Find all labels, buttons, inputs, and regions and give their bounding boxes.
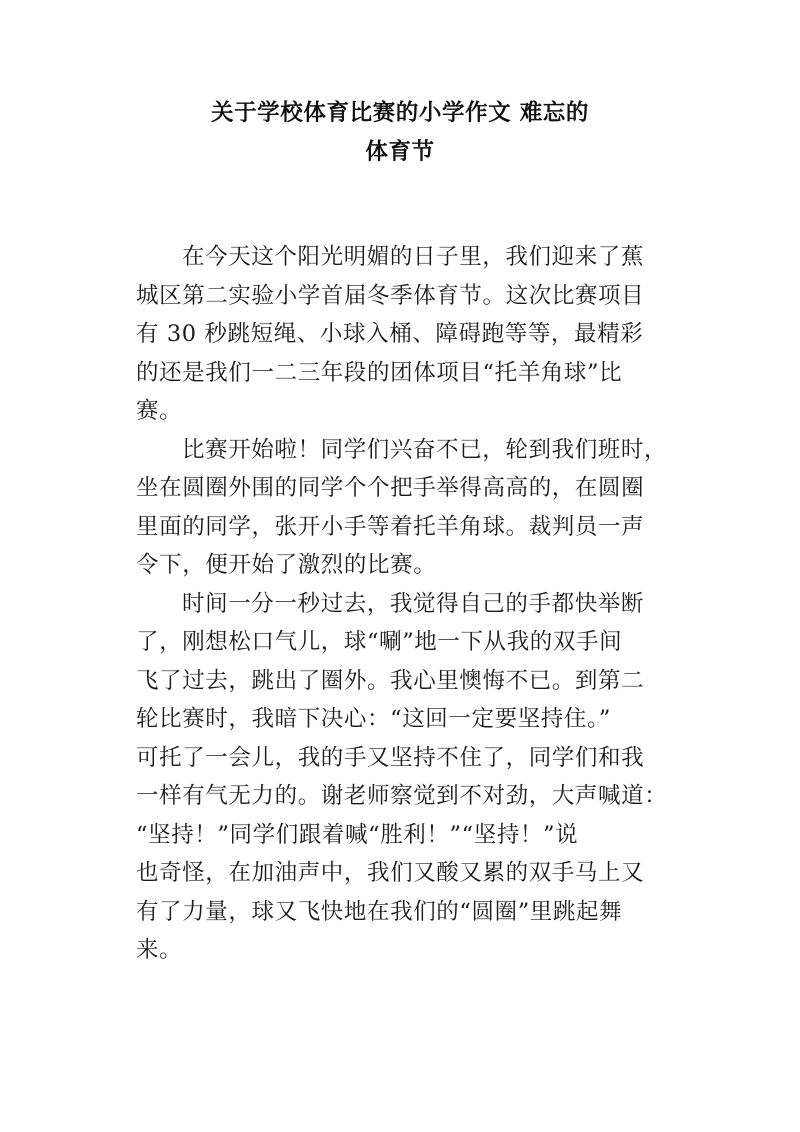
title-line-2: 体育节	[365, 138, 435, 165]
paragraph-line: 一样有气无力的。谢老师察觉到不对劲，大声喊道：	[136, 783, 668, 809]
document-body	[136, 238, 696, 970]
paragraph-line: 令下，便开始了激烈的比赛。	[136, 552, 437, 578]
paragraph-2	[136, 431, 696, 585]
paragraph-line: 的还是我们一二三年段的团体项目“托羊角球”比	[136, 359, 623, 386]
paragraph-1	[136, 238, 696, 431]
paragraph-line: 里面的同学，张开小手等着托羊角球。裁判员一声	[136, 513, 645, 540]
paragraph-line: 赛。	[136, 398, 183, 424]
paragraph-line: 有了力量，球又飞快地在我们的“圆圈”里跳起舞	[136, 898, 623, 925]
title-line-1: 关于学校体育比赛的小学作文 难忘的	[210, 100, 590, 126]
paragraph-line: 有 30 秒跳短绳、小球入桶、障碍跑等等，最精彩	[136, 321, 644, 347]
paragraph-line: “坚持！”同学们跟着喊“胜利！”“坚持！”说	[136, 821, 579, 848]
paragraph-3	[136, 585, 696, 970]
paragraph-line: 时间一分一秒过去，我觉得自己的手都快举断	[182, 590, 645, 617]
paragraph-line: 城区第二实验小学首届冬季体育节。这次比赛项目	[136, 282, 645, 309]
paragraph-line: 比赛开始啦！同学们兴奋不已，轮到我们班时，	[182, 436, 668, 463]
paragraph-line: 可托了一会儿，我的手又坚持不住了，同学们和我	[136, 744, 645, 771]
paragraph-line: 也奇怪，在加油声中，我们又酸又累的双手马上又	[136, 860, 645, 886]
paragraph-line: 在今天这个阳光明媚的日子里，我们迎来了蕉	[182, 244, 645, 270]
paragraph-line: 坐在圆圈外围的同学个个把手举得高高的，在圆圈	[136, 475, 645, 501]
document-title	[100, 94, 700, 171]
paragraph-line: 轮比赛时，我暗下决心：“这回一定要坚持住。”	[136, 706, 611, 732]
paragraph-line: 了，刚想松口气儿，球“唰”地一下从我的双手间	[136, 629, 623, 655]
paragraph-line: 飞了过去，跳出了圈外。我心里懊悔不已。到第二	[136, 667, 645, 694]
paragraph-line: 来。	[136, 937, 183, 963]
